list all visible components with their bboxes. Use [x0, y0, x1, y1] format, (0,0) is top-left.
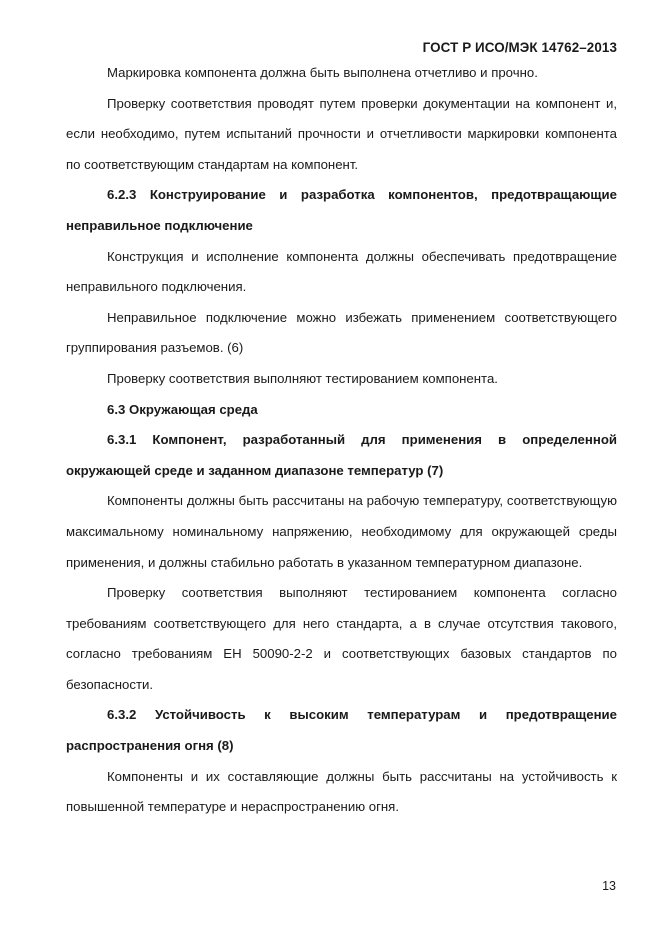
document-header: ГОСТ Р ИСО/МЭК 14762–2013: [422, 40, 617, 55]
paragraph-marking: Маркировка компонента должна быть выполнена отчетливо и прочно.: [107, 65, 538, 80]
document-body: [66, 58, 617, 823]
paragraph-fire-resistance: Компоненты и их составляющие должны быть рассчитаны на устойчивость к повышенной температуре и нераспространению огня.: [66, 768, 617, 815]
section-heading-6-3: 6.3 Окружающая среда: [107, 401, 258, 417]
page-number: 13: [602, 879, 616, 893]
paragraph-design: Конструкция и исполнение компонента должны обеспечивать предотвращение неправильного подключения.: [66, 248, 617, 295]
section-heading-6-3-1: 6.3.1 Компонент, разработанный для применения в определенной окружающей среде и заданном диапазоне температур (7): [66, 432, 617, 478]
paragraph-wrong-connection: Неправильное подключение можно избежать применением соответствующего группирования разъемов. (6): [66, 309, 617, 356]
section-heading-6-2-3: 6.2.3 Конструирование и разработка компонентов, предотвращающие неправильное подключение: [66, 187, 617, 233]
paragraph-conformity-test: Проверку соответствия выполняют тестированием компонента.: [107, 370, 498, 386]
section-heading-6-3-2: 6.3.2 Устойчивость к высоким температурам и предотвращение распространения огня (8): [66, 707, 617, 754]
paragraph-conformity-standard: Проверку соответствия выполняют тестированием компонента согласно требованиям соответствующего для него стандарта, а в случае отсутствия такового, согласно требованиям ЕН 50090-2-2 и соответствующих базовых стандартов по безопасности.: [66, 585, 617, 692]
paragraph-operating-temperature: Компоненты должны быть рассчитаны на рабочую температуру, соответствующую максимальному номинальному напряжению, необходимому для окружающей среды применения, и должны стабильно работать в указанном температурном диапазоне.: [66, 493, 617, 570]
paragraph-marking-check: Проверку соответствия проводят путем проверки документации на компонент и, если необходимо, путем испытаний прочности и отчетливости маркировки компонента по соответствующим стандартам на компонент.: [66, 95, 617, 172]
